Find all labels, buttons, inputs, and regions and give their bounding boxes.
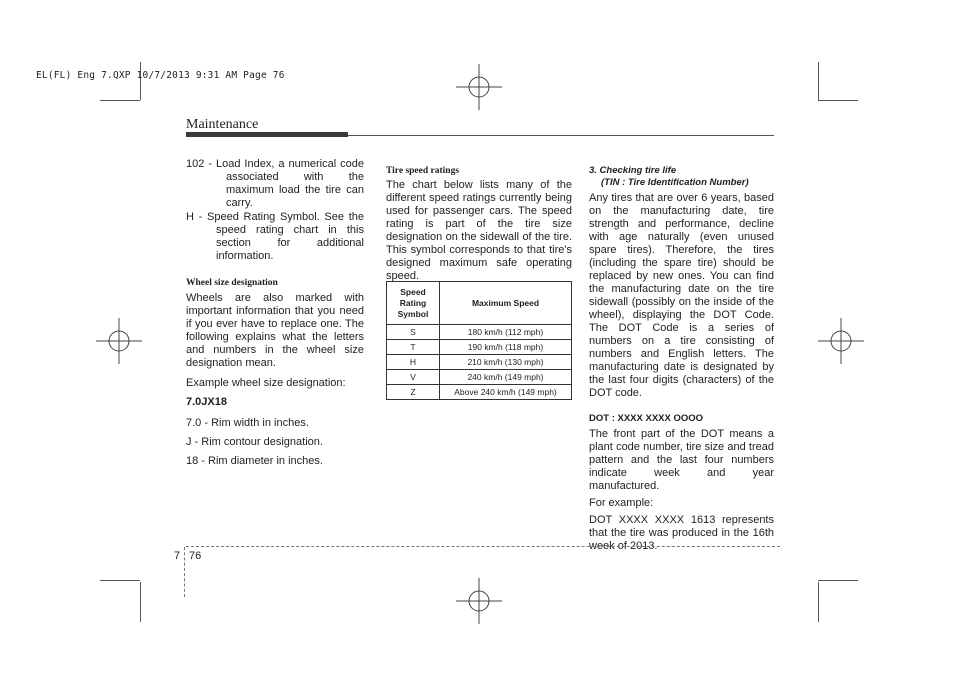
crop-mark — [140, 62, 141, 100]
example-value: 7.0JX18 — [186, 396, 227, 408]
table-cell-speed: Above 240 km/h (149 mph) — [440, 385, 572, 400]
load-index-item: 102 - Load Index, a numerical code associated with the maximum load the tire can carry. — [186, 158, 364, 209]
dot-code-label: DOT : XXXX XXXX OOOO — [589, 413, 704, 424]
table-row — [387, 385, 572, 400]
page-number: 76 — [189, 550, 202, 562]
table-row — [387, 340, 572, 355]
crop-mark — [100, 580, 140, 581]
chapter-number: 7 — [174, 550, 181, 562]
table-header-row — [387, 282, 572, 325]
footer-rule — [186, 546, 780, 547]
wheel-size-heading: Wheel size designation — [186, 278, 278, 288]
rim-contour-item: J - Rim contour designation. — [186, 436, 323, 448]
crop-mark — [818, 62, 819, 100]
column-3 — [589, 165, 774, 553]
section-title: Maintenance — [186, 117, 259, 132]
rim-diameter-item: 18 - Rim diameter in inches. — [186, 455, 323, 467]
table-cell-symbol: H — [387, 355, 440, 370]
tire-speed-heading: Tire speed ratings — [386, 166, 460, 176]
table-cell-symbol: T — [387, 340, 440, 355]
registration-target-right — [818, 318, 864, 364]
dot-explanation: The front part of the DOT means a plant code number, tire size and tread pattern and the last four numbers indicate week and year manufactured. — [589, 428, 774, 492]
table-row — [387, 325, 572, 340]
column-1 — [186, 158, 364, 468]
registration-target-bottom — [456, 578, 502, 624]
table-cell-symbol: V — [387, 370, 440, 385]
footer-divider — [184, 547, 185, 597]
example-label: Example wheel size designation: — [186, 377, 346, 389]
table-row — [387, 355, 572, 370]
for-example-label: For example: — [589, 497, 654, 509]
table-cell-symbol: Z — [387, 385, 440, 400]
table-row — [387, 370, 572, 385]
column-2 — [386, 165, 572, 283]
tin-subheading: (TIN : Tire Identification Number) — [601, 177, 749, 188]
header-rule-thin — [348, 135, 774, 136]
rim-width-item: 7.0 - Rim width in inches. — [186, 417, 309, 429]
crop-mark — [818, 100, 858, 101]
table-cell-speed: 180 km/h (112 mph) — [440, 325, 572, 340]
table-header-symbol: Speed Rating Symbol — [387, 282, 440, 325]
table-cell-speed: 240 km/h (149 mph) — [440, 370, 572, 385]
tire-life-body: Any tires that are over 6 years, based on the manufacturing date, tire strength and performance, decline with age naturally (even unused spare tires). Therefore, the tires (including the spare tire) should be replaced by new ones. You can find the manufacturing date on the tire sidewall (possibly on the inside of the wheel), displaying the DOT Code. The DOT Code is a series of numbers on a tire consisting of numbers and English letters. The manufacturing date is designated by the last four digits (characters) of the DOT code. — [589, 192, 774, 399]
dot-example: DOT XXXX XXXX 1613 represents that the tire was produced in the 16th week of 2013. — [589, 514, 774, 552]
wheel-size-body: Wheels are also marked with important information that you need if you ever have to replace one. The following explains what the letters and numbers in the wheel size designation mean. — [186, 292, 364, 369]
registration-target-left — [96, 318, 142, 364]
checking-tire-life-heading: 3. Checking tire life — [589, 165, 677, 176]
tire-speed-body: The chart below lists many of the different speed ratings currently being used for passenger cars. The speed rating is part of the tire size designation on the sidewall of the tire. This symbol corresponds to that tire's designed maximum safe operating speed. — [386, 179, 572, 282]
table-cell-speed: 210 km/h (130 mph) — [440, 355, 572, 370]
table-header-speed: Maximum Speed — [440, 282, 572, 325]
crop-mark — [818, 580, 858, 581]
table-cell-symbol: S — [387, 325, 440, 340]
speed-rating-table — [386, 281, 572, 400]
registration-target-top — [456, 64, 502, 110]
crop-mark — [100, 100, 140, 101]
table-cell-speed: 190 km/h (118 mph) — [440, 340, 572, 355]
speed-symbol-item: H - Speed Rating Symbol. See the speed rating chart in this section for additional information. — [186, 211, 364, 262]
crop-mark — [140, 582, 141, 622]
crop-mark — [818, 582, 819, 622]
header-rule-thick — [186, 132, 348, 137]
print-slug: EL(FL) Eng 7.QXP 10/7/2013 9:31 AM Page 76 — [36, 70, 285, 81]
